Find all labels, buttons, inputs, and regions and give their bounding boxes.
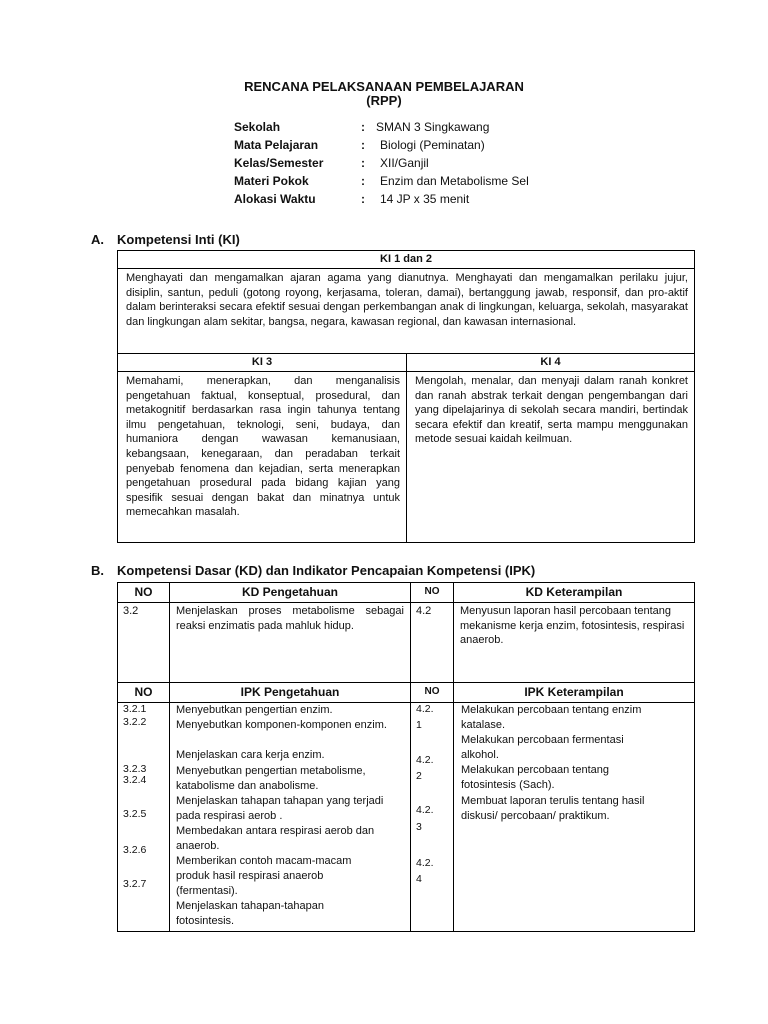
ipk-no: 4.2. — [416, 703, 434, 715]
kd-header-no: NO — [410, 582, 454, 603]
kd-header-pengetahuan: KD Pengetahuan — [169, 582, 411, 603]
ipk-pengetahuan-item: Menyebutkan pengertian metabolisme, katabolisme dan anabolisme. — [176, 765, 366, 792]
document-title: RENCANA PELAKSANAAN PEMBELAJARAN — [244, 79, 524, 94]
kd-no: 3.2 — [117, 602, 170, 683]
ki3-text: Memahami, menerapkan, dan menganalisis pengetahuan faktual, konseptual, prosedural, dan metakognitif berdasarkan rasa ingin tahunya tentang ilmu pengetahuan, teknologi, seni, budaya, dan humaniora dengan wawasan kemanusiaan, kebangsaan, kenegaraan, dan peradaban terkait penyebab fenomena dan kejadian, serta menerapkan pengetahuan prosedural pada bidang kajian yang spesifik sesuai dengan bakat dan minatnya untuk memecahkan masalah. — [117, 371, 407, 543]
ipk-pengetahuan-item: Menjelaskan tahapan tahapan yang terjadi pada respirasi aerob . — [176, 795, 384, 822]
document-subtitle: (RPP) — [366, 93, 402, 108]
ki12-text: Menghayati dan mengamalkan ajaran agama yang dianutnya. Menghayati dan mengamalkan perilaku jujur, disiplin, santun, peduli (gotong royong, kerjasama, toleran, damai), bertanggung jawab, responsif, dan pro-aktif dalam berinteraksi secara efektif sesuai dengan perkembangan anak di lingkungan, keluarga, sekolah, masyarakat dan lingkungan alam sekitar, bangsa, negara, kawasan regional, dan kawasan internasional. — [117, 268, 695, 354]
ki4-header: KI 4 — [406, 353, 695, 372]
identity-label: Kelas/Semester — [234, 156, 324, 170]
section-a-title: Kompetensi Inti (KI) — [117, 232, 240, 247]
ki4-text: Mengolah, menalar, dan menyaji dalam ranah konkret dan ranah abstrak terkait dengan pengembangan dari yang dipelajarinya di sekolah secara mandiri, bertindak secara efektif dan kreatif, serta mampu menggunakan metode sesuai kaidah keilmuan. — [406, 371, 695, 543]
section-a-letter: A. — [91, 232, 104, 247]
ipk-header-pengetahuan: IPK Pengetahuan — [169, 682, 411, 703]
identity-colon: : — [361, 120, 365, 134]
identity-label: Alokasi Waktu — [234, 192, 316, 206]
ipk-no: 4 — [416, 873, 422, 885]
ki12-header: KI 1 dan 2 — [117, 250, 695, 269]
ipk-no: 3 — [416, 821, 422, 833]
ipk-no: 3.2.5 — [123, 808, 147, 820]
ipk-no: 4.2. — [416, 754, 434, 766]
ipk-no: 4.2. — [416, 804, 434, 816]
identity-label: Materi Pokok — [234, 174, 309, 188]
ipk-no: 4.2. — [416, 857, 434, 869]
section-b-title: Kompetensi Dasar (KD) dan Indikator Pencapaian Kompetensi (IPK) — [117, 563, 536, 578]
kd-pengetahuan-text: Menjelaskan proses metabolisme sebagai reaksi enzimatis pada mahluk hidup. — [169, 602, 411, 683]
identity-colon: : — [361, 174, 365, 188]
ipk-header-keterampilan: IPK Keterampilan — [453, 682, 695, 703]
identity-value: SMAN 3 Singkawang — [376, 120, 490, 134]
ipk-keterampilan-item: Melakukan percobaan tentang fotosintesis (Sach). — [461, 764, 609, 791]
ipk-pengetahuan-item: Membedakan antara respirasi aerob dan anaerob. — [176, 825, 375, 852]
ipk-pengetahuan-item: Menyebutkan pengertian enzim. — [176, 704, 333, 716]
ipk-no: 3.2.4 — [123, 774, 147, 786]
ipk-keterampilan-item: Membuat laporan terulis tentang hasil diskusi/ percobaan/ praktikum. — [461, 795, 645, 822]
ipk-keterampilan-item: Melakukan percobaan tentang enzim katalase. — [461, 704, 642, 731]
identity-label: Sekolah — [234, 120, 281, 134]
ipk-keterampilan-item: Melakukan percobaan fermentasi alkohol. — [461, 734, 624, 761]
ipk-no: 3.2.7 — [123, 878, 147, 890]
identity-colon: : — [361, 192, 365, 206]
ipk-no: 1 — [416, 719, 422, 731]
ipk-pengetahuan-item: Menjelaskan cara kerja enzim. — [176, 749, 325, 761]
ipk-no: 3.2.2 — [123, 716, 147, 728]
kd-header-keterampilan: KD Keterampilan — [453, 582, 695, 603]
ipk-pengetahuan-item: Memberikan contoh macam-macam produk hasil respirasi anaerob (fermentasi). — [176, 855, 352, 897]
ipk-pengetahuan-item: Menyebutkan komponen-komponen enzim. — [176, 719, 387, 731]
section-b-letter: B. — [91, 563, 104, 578]
ipk-no: 2 — [416, 770, 422, 782]
identity-value: Biologi (Peminatan) — [380, 138, 485, 152]
identity-value: 14 JP x 35 menit — [380, 192, 470, 206]
ipk-header-no: NO — [410, 682, 454, 703]
identity-colon: : — [361, 156, 365, 170]
ki3-header: KI 3 — [117, 353, 407, 372]
identity-value: Enzim dan Metabolisme Sel — [380, 174, 529, 188]
identity-value: XII/Ganjil — [380, 156, 429, 170]
kd-keterampilan-text: Menyusun laporan hasil percobaan tentang mekanisme kerja enzim, fotosintesis, respirasi anaerob. — [453, 602, 695, 683]
kd-header-no: NO — [117, 582, 170, 603]
identity-colon: : — [361, 138, 365, 152]
ipk-no: 3.2.1 — [123, 703, 147, 715]
ipk-header-no: NO — [117, 682, 170, 703]
ipk-pengetahuan-item: Menjelaskan tahapan-tahapan fotosintesis. — [176, 900, 325, 927]
identity-label: Mata Pelajaran — [234, 138, 319, 152]
ipk-no: 3.2.3 — [123, 763, 147, 775]
ipk-no: 3.2.6 — [123, 844, 147, 856]
kd-no: 4.2 — [410, 602, 454, 683]
